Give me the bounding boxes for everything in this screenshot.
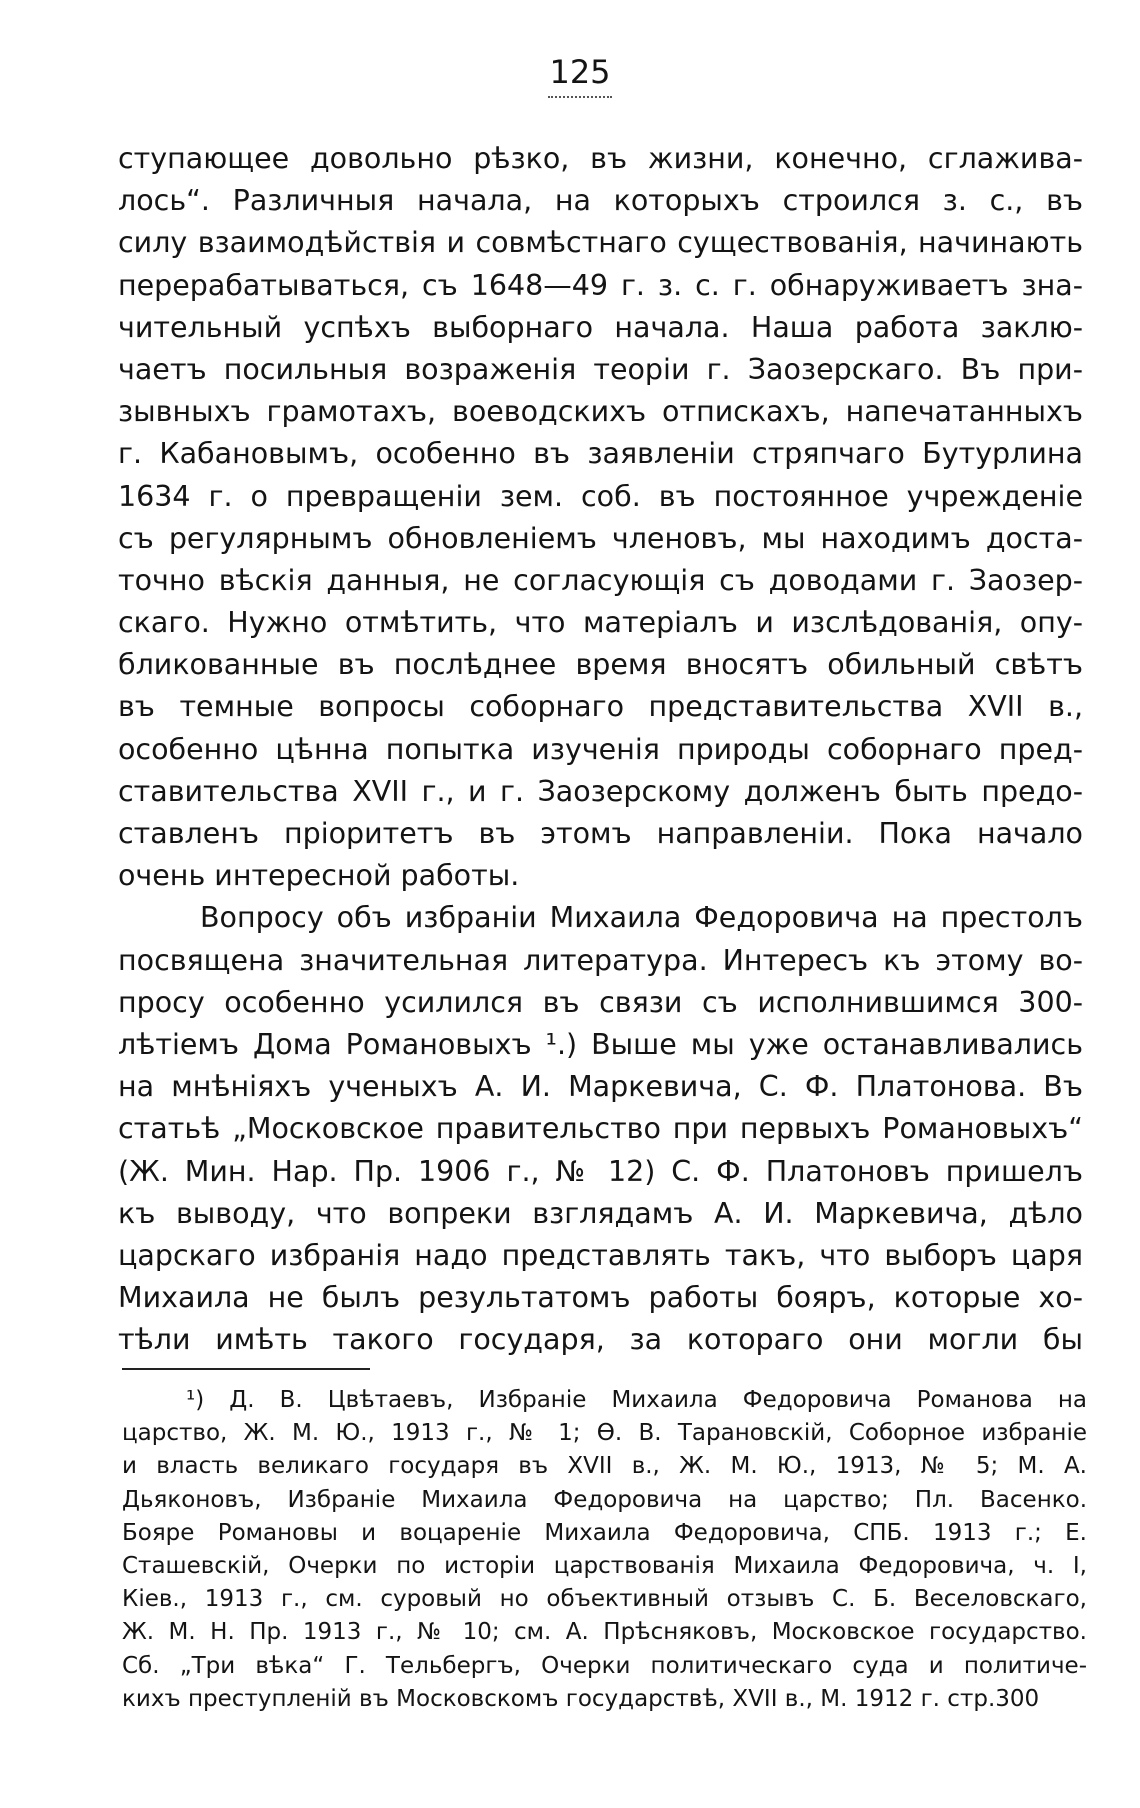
- text-line: ступающее довольно рѣзко, въ жизни, конечно, сглажива-: [118, 142, 1083, 175]
- text-line: бликованные въ послѣднее время вносятъ обильный свѣтъ: [118, 648, 1083, 682]
- text-line: скаго. Нужно отмѣтить, что матеріалъ и изслѣдованія, опу-: [118, 606, 1083, 640]
- footnote-line: ¹) Д. В. Цвѣтаевъ, Избраніе Михаила Федоровича Романова на: [186, 1387, 1087, 1413]
- text-line: перерабатываться, съ 1648—49 г. з. с. г. обнаруживаетъ зна-: [118, 268, 1083, 302]
- text-line: лось“. Различныя начала, на которыхъ строился з. с., въ: [118, 184, 1083, 218]
- text-line: тѣли имѣть такого государя, за котораго они могли бы: [118, 1323, 1083, 1357]
- text-line: царскаго избранія надо представлять такъ, что выборъ царя: [118, 1238, 1083, 1272]
- text-line: съ регулярнымъ обновленіемъ членовъ, мы находимъ доста-: [118, 521, 1083, 555]
- text-line: особенно цѣнна попытка изученія природы соборнаго пред-: [118, 732, 1083, 766]
- footnote-line: Бояре Романовы и воцареніе Михаила Федоровича, СПБ. 1913 г.; Е.: [122, 1519, 1087, 1546]
- text-line: чаетъ посильныя возраженія теоріи г. Заозерскаго. Въ при-: [118, 352, 1083, 386]
- footnote-line: Ж. М. Н. Пр. 1913 г., № 10; см. А. Прѣсняковъ, Московское государство.: [122, 1619, 1087, 1646]
- footnote-line: Сташевскій, Очерки по исторіи царствованія Михаила Федоровича, ч. I,: [122, 1552, 1087, 1579]
- main-text: [118, 138, 1083, 1361]
- text-line: къ выводу, что вопреки взглядамъ А. И. Маркевича, дѣло: [118, 1196, 1083, 1230]
- footnote-separator: [122, 1368, 370, 1370]
- text-line: точно вѣскія данныя, не согласующія съ доводами г. Заозер-: [118, 563, 1083, 597]
- footnote-line: Кіев., 1913 г., см. суровый но объективный отзывъ С. Б. Веселовскаго,: [122, 1586, 1087, 1613]
- text-line: 1634 г. о превращеніи зем. соб. въ постоянное учрежденіе: [118, 479, 1083, 513]
- text-line: Михаила не былъ результатомъ работы бояръ, которые хо-: [118, 1281, 1083, 1315]
- paragraph-end-line: очень интересной работы.: [118, 859, 520, 893]
- page-number: 125: [549, 53, 611, 91]
- text-line: силу взаимодѣйствія и совмѣстнаго существованія, начинають: [118, 226, 1083, 260]
- paragraph-start-line: Вопросу объ избраніи Михаила Федоровича на престолъ: [200, 901, 1083, 935]
- footnote-line: кихъ преступленій въ Московскомъ государствѣ, XVII в., М. 1912 г. стр.300: [122, 1685, 1040, 1712]
- text-line: просу особенно усилился въ связи съ исполнившимся 300-: [118, 985, 1083, 1019]
- text-line: лѣтіемъ Дома Романовыхъ ¹.) Выше мы уже останавливались: [118, 1027, 1083, 1061]
- text-line: чительный успѣхъ выборнаго начала. Наша работа заклю-: [118, 310, 1083, 344]
- footnote-line: царство, Ж. М. Ю., 1913 г., № 1; Ѳ. В. Тарановскій, Соборное избраніе: [122, 1420, 1087, 1447]
- text-line: посвящена значительная литература. Интересъ къ этому во-: [118, 943, 1083, 977]
- footnotes: [122, 1384, 1087, 1716]
- page-number-underline: [548, 96, 612, 98]
- footnote-line: Сб. „Три вѣка“ Г. Тельбергъ, Очерки политическаго суда и политиче-: [122, 1652, 1087, 1679]
- text-line: ставленъ пріоритетъ въ этомъ направленіи. Пока начало: [118, 817, 1083, 850]
- text-line: зывныхъ грамотахъ, воеводскихъ отпискахъ, напечатанныхъ: [118, 395, 1083, 429]
- footnote-line: и власть великаго государя въ XVII в., Ж. М. Ю., 1913, № 5; М. А.: [122, 1453, 1087, 1480]
- text-line: статьѣ „Московское правительство при первыхъ Романовыхъ“: [118, 1112, 1083, 1146]
- text-line: ставительства XVII г., и г. Заозерскому долженъ быть предо-: [118, 774, 1083, 808]
- footnote-line: Дьяконовъ, Избраніе Михаила Федоровича на царство; Пл. Васенко.: [122, 1486, 1087, 1513]
- text-line: въ темные вопросы соборнаго представительства XVII в.,: [118, 690, 1083, 724]
- text-line: г. Кабановымъ, особенно въ заявленіи стряпчаго Бутурлина: [118, 437, 1083, 471]
- text-line: (Ж. Мин. Нар. Пр. 1906 г., № 12) С. Ф. Платоновъ пришелъ: [118, 1154, 1083, 1188]
- text-line: на мнѣніяхъ ученыхъ А. И. Маркевича, С. Ф. Платонова. Въ: [118, 1070, 1083, 1104]
